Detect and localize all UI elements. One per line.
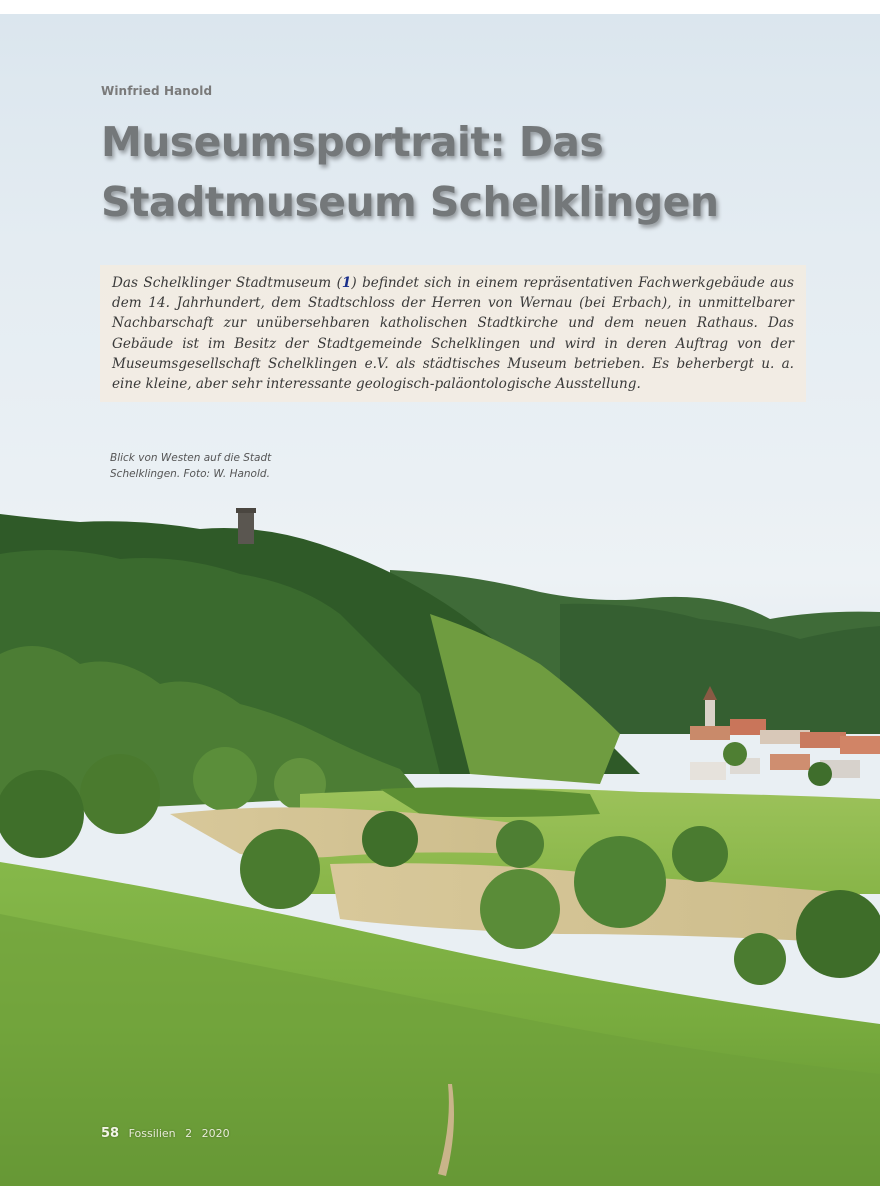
page-number: 58 xyxy=(101,1126,120,1141)
reference-link[interactable]: 1 xyxy=(341,275,352,291)
journal-name: Fossilien xyxy=(128,1127,176,1140)
article-abstract xyxy=(100,265,806,402)
article-title xyxy=(101,112,841,232)
abstract-text-start: Das Schelklinger Stadtmuseum ( xyxy=(112,275,342,291)
title-line-2: Stadtmuseum Schelklingen xyxy=(101,178,719,226)
caption-line-2: Schelklingen. Foto: W. Hanold. xyxy=(110,468,270,480)
title-line-1: Museumsportrait: Das xyxy=(101,118,604,166)
caption-line-1: Blick von Westen auf die Stadt xyxy=(110,452,272,464)
page-footer xyxy=(101,1126,230,1141)
abstract-text-rest: ) befindet sich in einem repräsentativen Fachwerkgebäude aus dem 14. Jahrhundert, dem Stadtschloss der Herren von Wernau (bei Erbach), in unmittelbarer Nachbarschaft zur unübersehbaren katholischen Stadtkirche und dem neuen Rathaus. Das Gebäude ist im Besitz der Stadtgemeinde Schelklingen und wird in deren Auftrag von der Museumsgesellschaft Schelklingen e.V. als städtisches Museum betrieben. Es beherbergt u. a. eine kleine, aber sehr interessante geologisch-paläontologische Ausstellung. xyxy=(112,275,794,393)
issue-year: 2020 xyxy=(201,1127,230,1140)
magazine-page xyxy=(0,14,880,1186)
photo-caption xyxy=(110,450,271,482)
issue-number: 2 xyxy=(185,1127,193,1140)
author-name: Winfried Hanold xyxy=(101,84,213,98)
